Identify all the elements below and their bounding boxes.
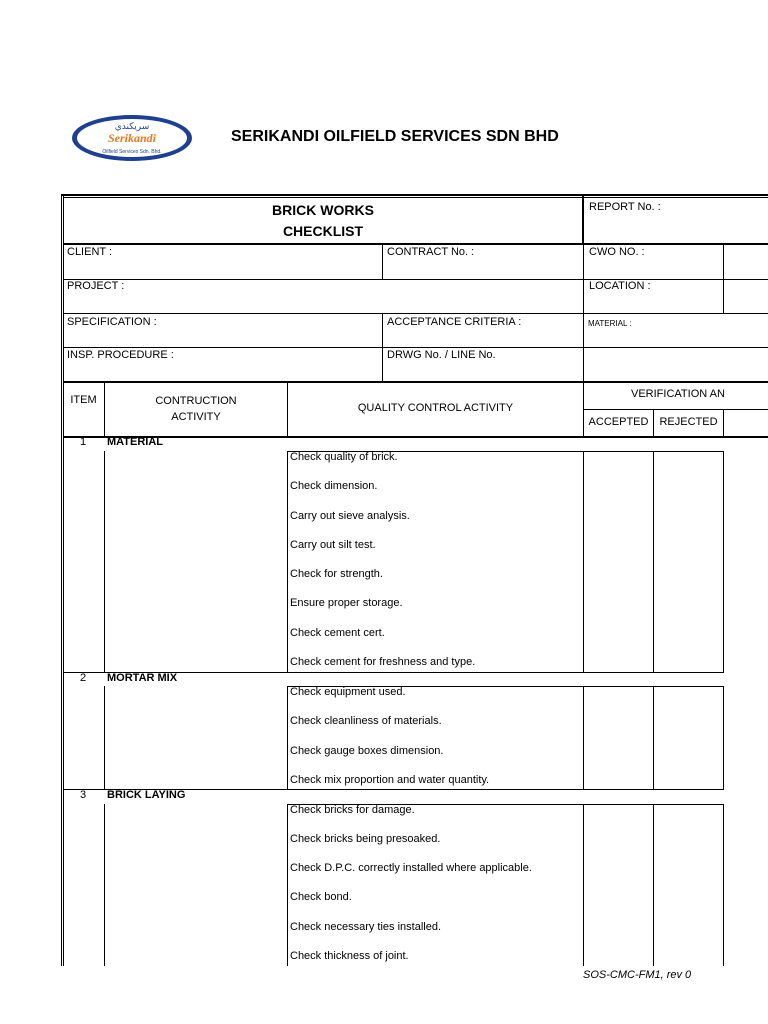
section-number: 1 [79,436,87,448]
check-item: Check bricks for damage. [290,804,415,816]
section-col-line [583,804,584,966]
drwg-no-label: DRWG No. / LINE No. [387,349,496,361]
check-item: Check necessary ties installed. [290,921,442,933]
hdr-qc-activity: QUALITY CONTROL ACTIVITY [357,402,514,414]
frame-left-inner [63,196,64,966]
section-number: 2 [79,672,87,684]
row-line-2 [63,313,768,314]
document-code: SOS-CMC-FM1, rev 0 [583,969,692,981]
section-col-line [287,804,288,966]
row-line-3 [63,347,768,348]
frame-left-outer [61,194,62,966]
check-item: Check quality of brick. [290,451,398,463]
cwo-right [723,244,724,279]
section-col-line [104,451,105,672]
check-item: Check thickness of joint. [290,950,409,962]
check-item: Check mix proportion and water quantity. [290,774,490,786]
section-name: MORTAR MIX [107,672,178,684]
hdr-activity: CONTRUCTION ACTIVITY [155,395,237,423]
report-no-label: REPORT No. : [589,201,661,213]
client-label: CLIENT : [67,246,113,258]
acceptance-criteria-label: ACCEPTANCE CRITERIA : [387,316,522,328]
check-item: Check bond. [290,891,352,903]
title-bottom [63,243,768,245]
section-col-line [723,804,724,966]
material-label: MATERIAL : [588,319,632,328]
hdr-verification: VERIFICATION AN [631,388,725,400]
check-item: Check equipment used. [290,686,406,698]
frame-top-inner [63,197,768,198]
check-item: Check cement cert. [290,627,385,639]
contract-no-label: CONTRACT No. : [387,246,475,258]
hdr-rejected: REJECTED [659,416,718,428]
section-col-line [104,804,105,966]
cwo-no-label: CWO NO. : [589,246,645,258]
section-name: MATERIAL [107,436,164,448]
form-title: BRICK WORKS CHECKLIST [272,202,374,239]
specification-label: SPECIFICATION : [67,316,157,328]
logo-text: Serikandi [107,131,157,145]
check-item: Check cement for freshness and type. [290,656,476,668]
row-line-4 [63,381,768,383]
location-right [723,279,724,313]
section-col-line [653,451,654,672]
hdr-bottom [63,436,768,438]
insp-procedure-label: INSP. PROCEDURE : [67,349,174,361]
check-item: Check dimension. [290,480,378,492]
row-line-1 [63,279,768,280]
hdr-rejected-right [723,409,724,437]
section-col-line [723,451,724,672]
check-item: Check D.P.C. correctly installed where applicable. [290,862,532,874]
project-label: PROJECT : [67,280,125,292]
company-logo [70,113,194,163]
logo-subtitle: Oilfield Services Sdn. Bhd. [102,149,162,155]
logo-arabic-text: سريكندي [114,122,150,132]
check-item: Ensure proper storage. [290,597,403,609]
hdr-item: ITEM [70,394,97,406]
section-col-line [583,686,584,789]
section-col-line [653,686,654,789]
hdr-verification-line [583,409,768,410]
hdr-accepted: ACCEPTED [588,416,649,428]
section-col-line [287,451,288,672]
title-right-border [582,194,584,245]
check-item: Check cleanliness of materials. [290,715,442,727]
company-name: SERIKANDI OILFIELD SERVICES SDN BHD [231,128,559,145]
section-col-line [583,451,584,672]
section-col-line [287,686,288,789]
frame-top [61,194,768,196]
section-name: BRICK LAYING [107,789,186,801]
section-col-line [723,686,724,789]
section-col-line [653,804,654,966]
check-item: Carry out silt test. [290,539,376,551]
check-item: Carry out sieve analysis. [290,510,410,522]
location-label: LOCATION : [589,280,651,292]
check-item: Check bricks being presoaked. [290,833,441,845]
check-item: Check for strength. [290,568,383,580]
section-number: 3 [79,789,87,801]
section-col-line [104,686,105,789]
check-item: Check gauge boxes dimension. [290,745,444,757]
client-divider [382,244,383,279]
